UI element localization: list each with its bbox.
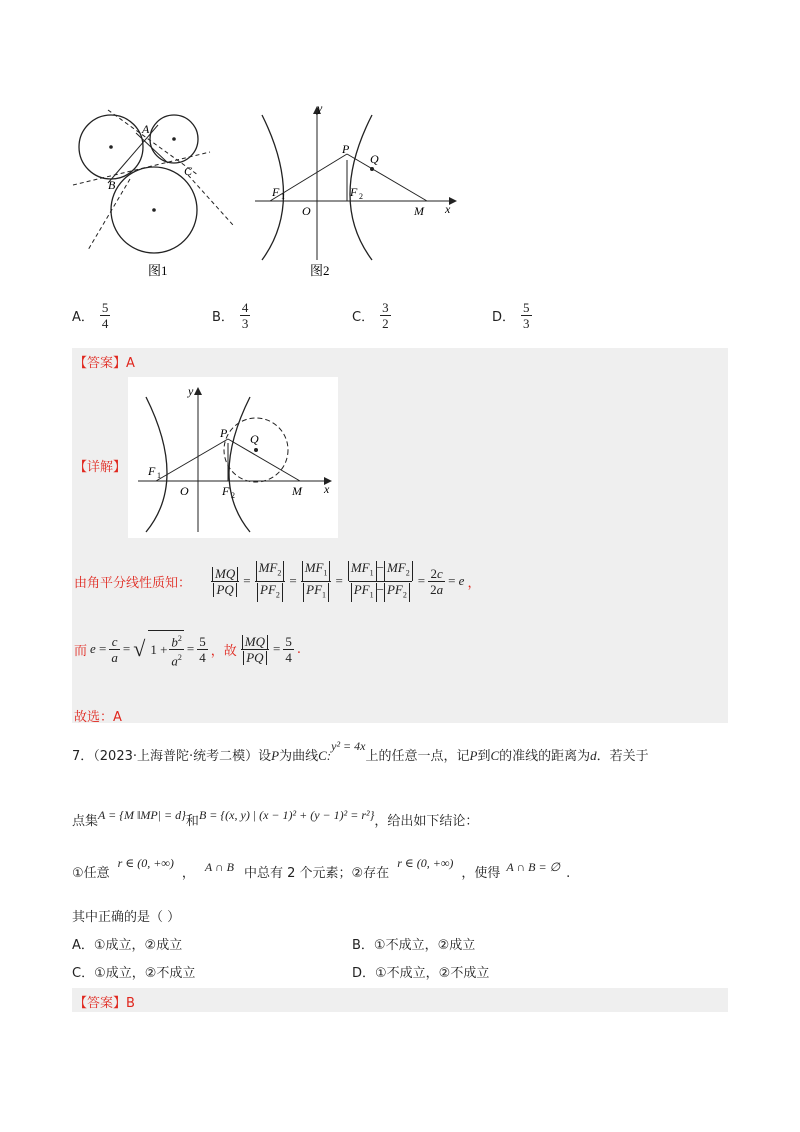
option-a-fraction: $\frac{5}{4}$ — [101, 300, 109, 331]
option-d-letter: D． — [492, 310, 516, 325]
q7-d: d — [590, 748, 597, 763]
q7-set-b: B = {(x, y) | (x − 1)² + (y − 1)² = r²} — [198, 808, 375, 822]
question-7-line-2 — [72, 810, 732, 829]
q7-curve: C: — [318, 748, 332, 763]
option-c-fraction: $\frac{3}{2}$ — [382, 300, 389, 331]
q7-choice-c: C．①成立，②不成立 — [72, 966, 196, 981]
fig1-label-a: A — [142, 122, 150, 136]
ratio-difference: $\frac{MF_1 - MF_2}{PF_1 - PF_2}$ — [346, 560, 415, 602]
option-b — [212, 300, 250, 331]
option-a — [72, 300, 110, 331]
q7-line2-a: 点集 — [72, 814, 99, 829]
figure-1 — [68, 95, 238, 280]
q7-a-cap-b: A ∩ B — [204, 860, 234, 874]
fig2-label-m: M — [414, 204, 424, 218]
q7-number: 7． — [72, 749, 94, 764]
fig1-label-c: C — [184, 164, 193, 178]
detail-label-q: Q — [250, 432, 259, 446]
option-a-letter: A． — [72, 310, 94, 325]
ratio-b2-a2: $\frac{b^2}{a^2}$ — [171, 634, 182, 669]
q7-r-range: r ∈ (0, +∞) — [117, 856, 174, 870]
q7-c2-end: ，使得 — [461, 866, 501, 881]
solution-line-1-prefix: 由角平分线性质知： — [74, 575, 192, 591]
value-5-4-2: $\frac{5}{4}$ — [285, 633, 292, 665]
answer-2-line — [74, 992, 135, 1011]
answer-2-value: B — [126, 996, 135, 1011]
solution-box — [72, 348, 728, 723]
q7-choice-d: D．①不成立，②不成立 — [352, 966, 490, 981]
question-7-line-3: ①任意r ∈ (0, +∞)， A ∩ B 中总有 2 个元素；②存在r ∈ (0, +∞)，使得 A ∩ B = ∅ . — [72, 856, 571, 881]
fig1-caption: 图1 — [148, 263, 168, 278]
fig2-label-p: P — [342, 142, 350, 156]
fig1-label-b: B — [108, 178, 116, 192]
q7-empty-set: A ∩ B = ∅ — [506, 860, 561, 874]
q7-p: P — [271, 748, 280, 763]
value-5-4: $\frac{5}{4}$ — [199, 633, 206, 665]
solution-line-2-mid: ，故 — [210, 643, 237, 659]
q7-c: C — [490, 748, 500, 763]
ratio-mf2-pf2: $\frac{MF_2}{PF_2}$ — [254, 560, 287, 602]
solution-line-2-prefix: 而 — [74, 643, 88, 659]
option-c — [352, 300, 391, 331]
detail-label-o: O — [180, 484, 189, 498]
solution-line-1: 由角平分线性质知： $\frac{MQ}{PQ}$ = $\frac{MF_2}{PF_2}$ = $\frac{MF_1}{PF_1}$ = $\frac{MF_1 - MF_2}{PF_1 - PF_2}$ = $\frac{2c}{2a}$ = e ， — [74, 560, 480, 602]
ratio-mf1-pf1: $\frac{MF_1}{PF_1}$ — [300, 560, 333, 602]
detail-label-p: P — [220, 426, 228, 440]
fig2-label-o: O — [302, 204, 311, 218]
q7-period: . — [566, 866, 571, 881]
fig2-label-f2: F — [350, 185, 358, 199]
choose-line: 故选：A — [74, 710, 122, 725]
fig2-label-x: x — [445, 202, 451, 216]
q7-source: （2023·上海普陀·统考二模） — [93, 749, 259, 764]
question-7-line-1 — [72, 739, 732, 764]
q7-text4: 到 — [477, 749, 491, 764]
q7-text2: 为曲线 — [279, 749, 319, 764]
detail-label-f2: F — [222, 484, 230, 498]
fig2-label-f2-sub: 2 — [359, 192, 363, 201]
q7-choice-a: A．①成立，②成立 — [72, 938, 183, 953]
fig2-label-q: Q — [370, 152, 379, 166]
option-b-fraction: $\frac{4}{3}$ — [241, 300, 249, 331]
detail-figure — [128, 377, 338, 538]
detail-label-f2-sub: 2 — [231, 491, 235, 500]
detail-label-f1-sub: 1 — [157, 471, 161, 480]
answer-value: A — [126, 356, 135, 371]
solution-line-2: 而 e = $\frac{c}{a}$ = √ 1 + $\frac{b^2}{a^2}$ = $\frac{5}{4}$ ，故 $\frac{MQ}{PQ}$ = $\frac{5}{4}$ . — [74, 630, 301, 669]
ratio-mq-pq: $\frac{MQ}{PQ}$ — [210, 566, 240, 597]
q7-curve-eq: y² = 4x — [331, 739, 366, 753]
q7-text6: ．若关于 — [596, 749, 649, 764]
q7-set-a: A = {M ‖MP| = d} — [98, 808, 186, 822]
question-7-ask: 其中正确的是（ ） — [72, 910, 181, 925]
q7-text3: 上的任意一点，记 — [365, 749, 470, 764]
q7-and: 和 — [185, 814, 199, 829]
q7-r-range-2: r ∈ (0, +∞) — [397, 856, 454, 870]
figure-2 — [250, 100, 470, 280]
detail-label-f1: F — [148, 464, 156, 478]
q7-text1: 设 — [258, 749, 272, 764]
option-d — [492, 300, 532, 331]
answer-2-box — [72, 988, 728, 1012]
q7-text5: 的准线的距离为 — [499, 749, 591, 764]
detail-label-x: x — [324, 482, 330, 496]
q7-c1-end: 中总有 2 个元素；②存在 — [243, 866, 390, 881]
option-b-letter: B． — [212, 310, 234, 325]
ratio-c-a: $\frac{c}{a}$ — [111, 633, 118, 665]
detail-label-y: y — [188, 384, 194, 398]
ratio-2c-2a: $\frac{2c}{2a}$ — [430, 565, 444, 597]
option-c-letter: C． — [352, 310, 375, 325]
ratio-mq-pq-2: $\frac{MQ}{PQ}$ — [240, 634, 270, 665]
q7-line2-end: ，给出如下结论： — [374, 814, 479, 829]
q7-choice-b: B．①不成立，②成立 — [352, 938, 476, 953]
answer-line — [74, 352, 135, 371]
fig2-label-f1-sub: 1 — [281, 192, 285, 201]
detail-label: 【详解】 — [74, 460, 127, 475]
q7-p-2: P — [469, 748, 478, 763]
answer-2-label: 【答案】 — [74, 996, 127, 1011]
fig2-label-f1: F — [272, 185, 280, 199]
solution-line-2-end: . — [296, 641, 301, 657]
q7-c1: ①任意 — [72, 866, 110, 881]
option-d-fraction: $\frac{5}{3}$ — [523, 300, 530, 331]
fig2-caption: 图2 — [310, 263, 330, 278]
detail-label-m: M — [292, 484, 302, 498]
fig2-label-y: y — [317, 101, 323, 115]
answer-label: 【答案】 — [74, 356, 127, 371]
